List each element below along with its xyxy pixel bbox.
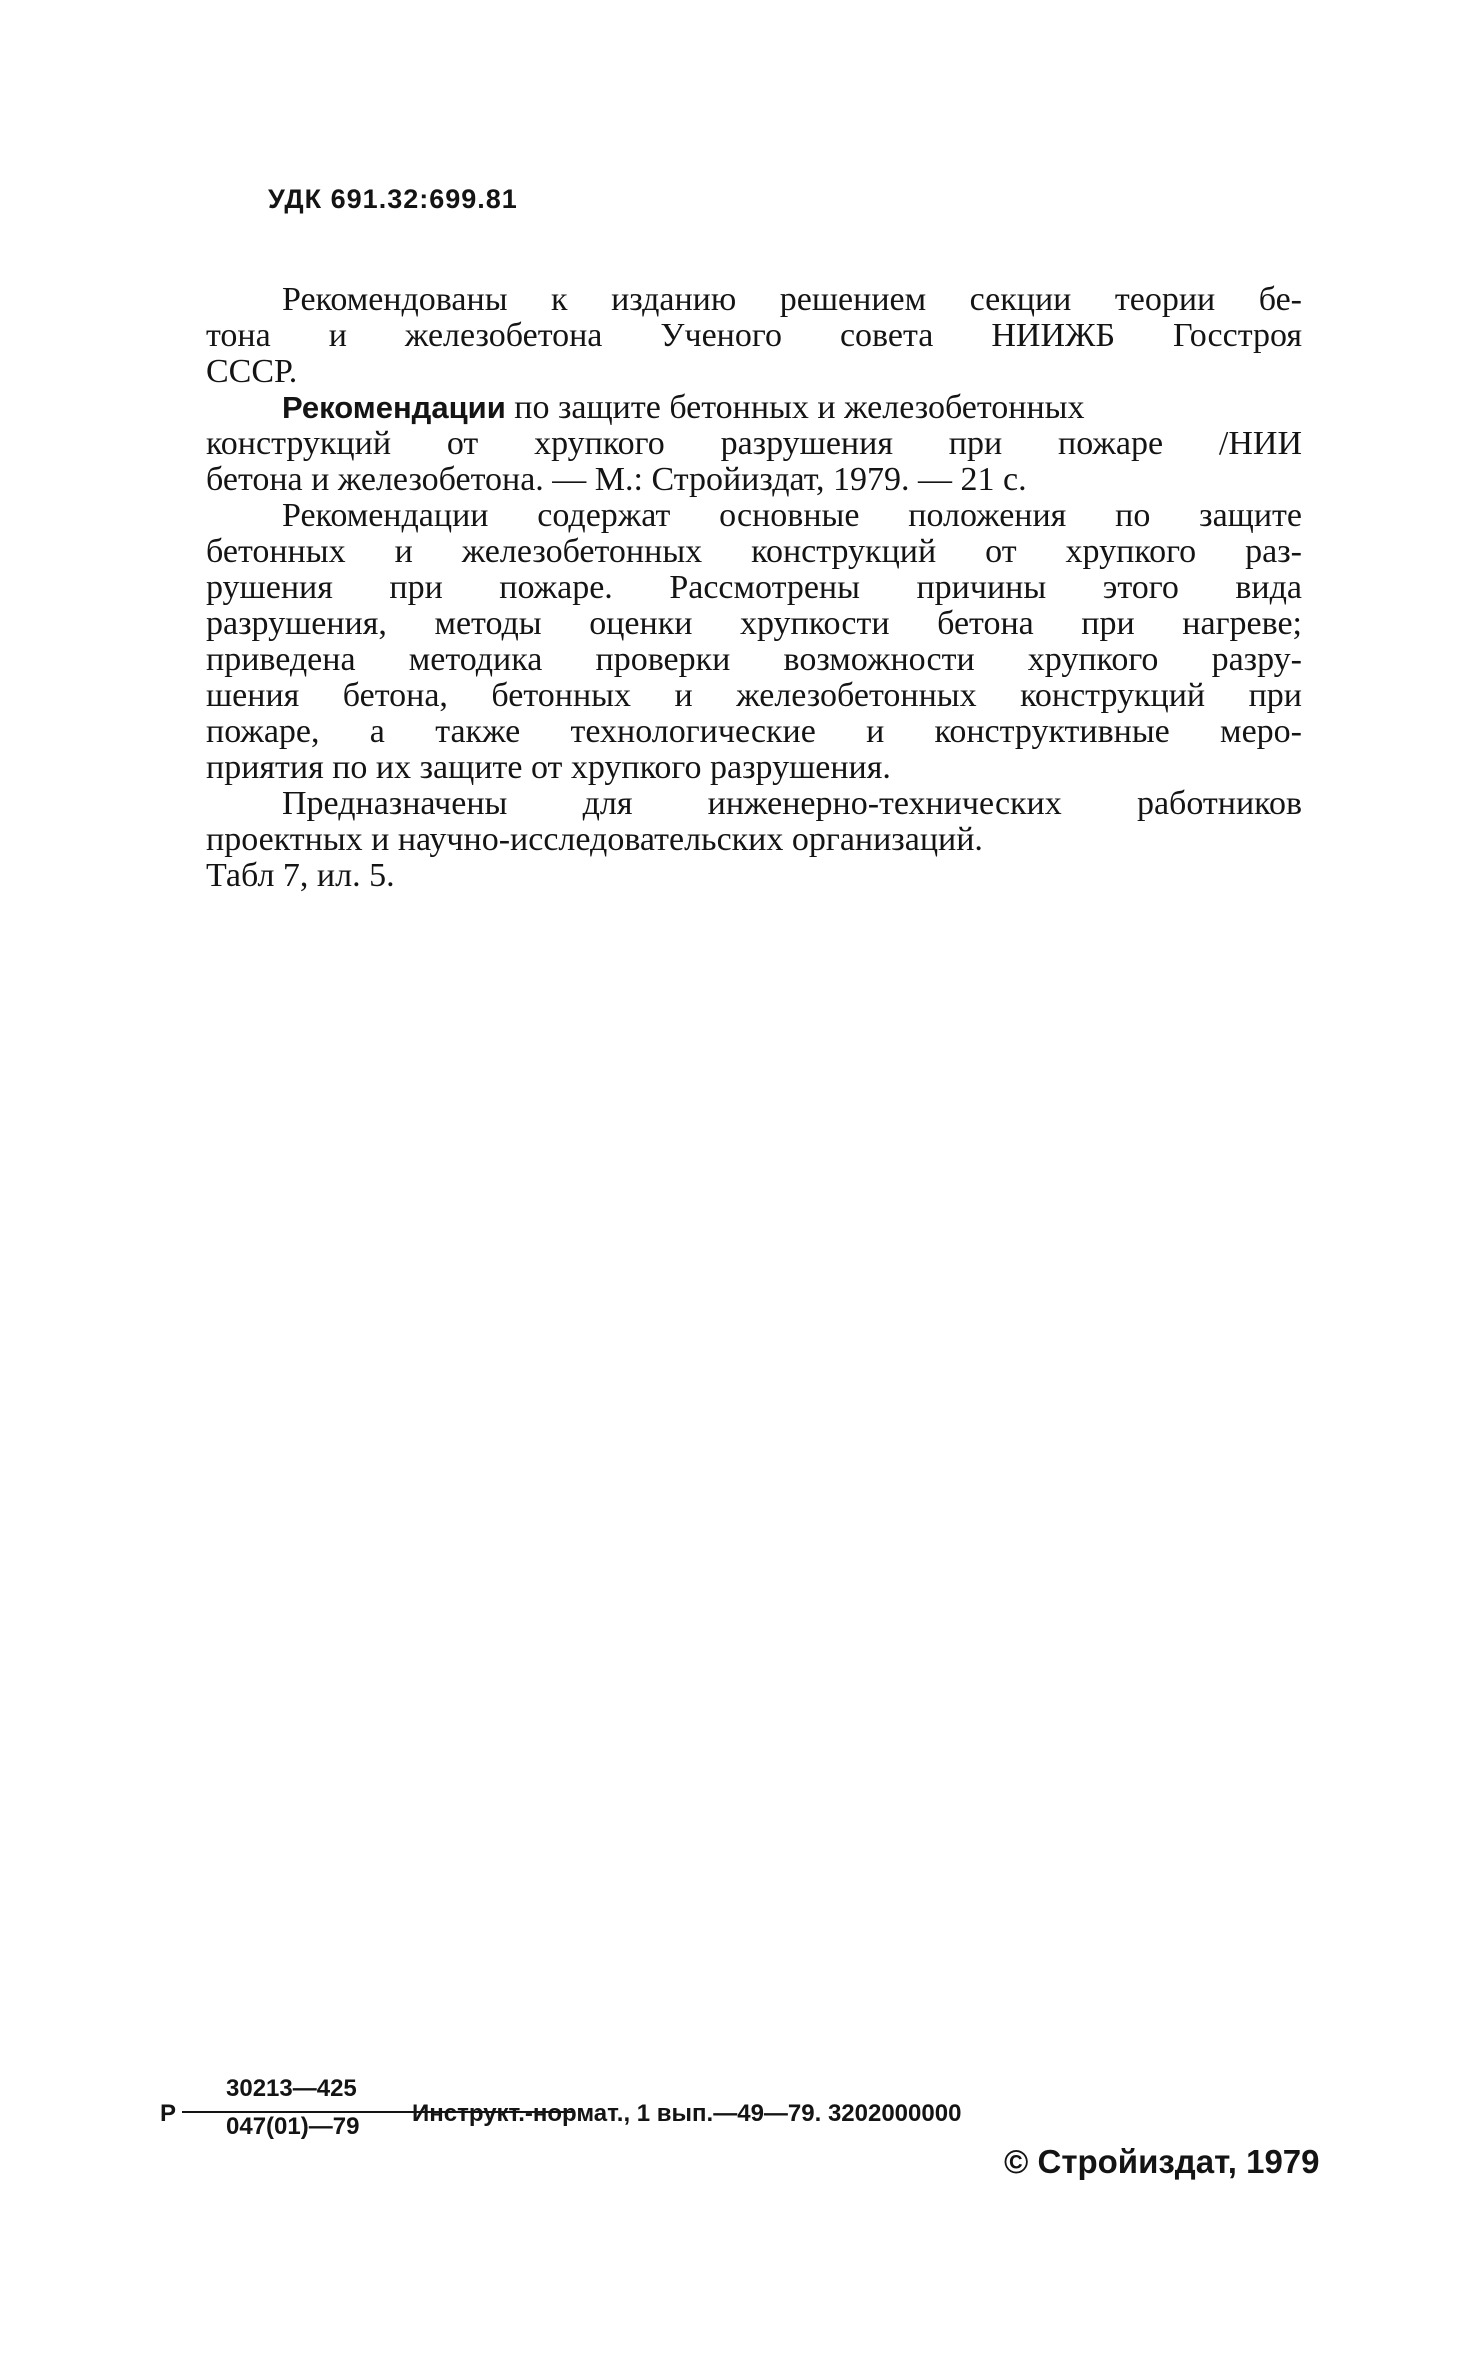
p2-line-1-text: по защите бетонных и железобетонных <box>505 389 1085 426</box>
p3-line-4: разрушения, методы оценки хрупкости бетона при нагреве; <box>206 605 1302 642</box>
p1-line-3: СССР. <box>206 353 298 390</box>
p3-line-1: Рекомендации содержат основные положения по защите <box>282 497 1302 534</box>
p4-line-2: проектных и научно-исследовательских организаций. <box>206 821 983 858</box>
p3-line-6: шения бетона, бетонных и железобетонных конструкций при <box>206 677 1302 714</box>
p3-line-3: рушения при пожаре. Рассмотрены причины этого вида <box>206 569 1302 606</box>
p2-line-3: бетона и железобетона. — М.: Стройиздат, 1979. — 21 с. <box>206 461 1027 498</box>
imprint-numerator: 30213—425 <box>226 2075 357 2102</box>
p1-line-1: Рекомендованы к изданию решением секции теории бе- <box>282 281 1302 318</box>
p3-line-2: бетонных и железобетонных конструкций от хрупкого раз- <box>206 533 1302 570</box>
copyright-notice: © Стройиздат, 1979 <box>1004 2143 1320 2180</box>
p2-line-2: конструкций от хрупкого разрушения при пожаре /НИИ <box>206 425 1302 462</box>
publisher-imprint <box>160 2075 1160 2147</box>
p4-line-1: Предназначены для инженерно-технических работников <box>282 785 1302 822</box>
p3-line-7: пожаре, а также технологические и конструктивные меро- <box>206 713 1302 750</box>
p2-bold-lead: Рекомендации <box>282 390 506 425</box>
p1-line-2: тона и железобетона Ученого совета НИИЖБ Госстроя <box>206 317 1302 354</box>
p3-line-5: приведена методика проверки возможности хрупкого разру- <box>206 641 1302 678</box>
imprint-tail: Инструкт.-нормат., 1 вып.—49—79. 3202000000 <box>412 2100 962 2127</box>
p5-line: Табл 7, ил. 5. <box>206 857 395 894</box>
p3-line-8: приятия по их защите от хрупкого разрушения. <box>206 749 891 786</box>
p2-line-1 <box>206 390 1302 426</box>
imprint-denominator: 047(01)—79 <box>226 2113 360 2140</box>
abstract-text <box>206 282 1302 894</box>
udk-code: УДК 691.32:699.81 <box>268 184 518 214</box>
imprint-letter: Р <box>160 2100 177 2127</box>
